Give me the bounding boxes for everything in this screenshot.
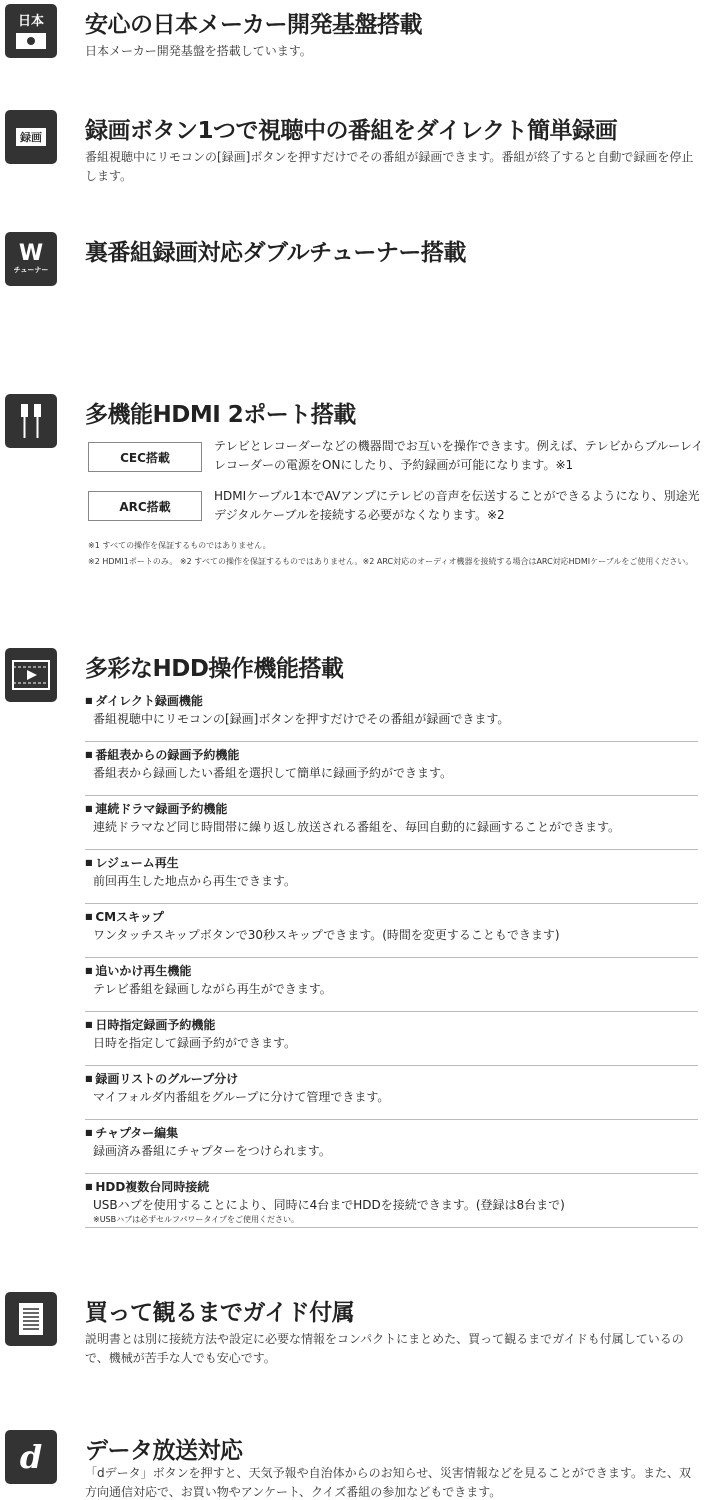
hdd-feature-list bbox=[85, 688, 698, 1228]
feature-description: 番組表から録画したい番組を選択して簡単に録画予約ができます。 bbox=[93, 766, 453, 780]
section-title: 多機能HDMI 2ポート搭載 bbox=[85, 402, 356, 428]
feature-heading: ■ 連続ドラマ録画予約機能 bbox=[85, 800, 698, 818]
feature-list-item bbox=[85, 1012, 698, 1066]
feature-list-item bbox=[85, 1120, 698, 1174]
cec-tag: CEC搭載 bbox=[88, 442, 202, 472]
feature-list-item bbox=[85, 904, 698, 958]
section-title: 裏番組録画対応ダブルチューナー搭載 bbox=[85, 240, 466, 266]
feature-list-item bbox=[85, 958, 698, 1012]
section-title: 買って観るまでガイド付属 bbox=[85, 1300, 355, 1326]
guide-document-icon bbox=[5, 1292, 57, 1346]
record-button-icon: 録画 bbox=[5, 110, 57, 164]
feature-description: 日時を指定して録画予約ができます。 bbox=[93, 1036, 297, 1050]
section-title: 多彩なHDD操作機能搭載 bbox=[85, 656, 344, 682]
feature-description: USBハブを使用することにより、同時に4台までHDDを接続できます。(登録は8台まで) bbox=[93, 1198, 565, 1212]
feature-description: ワンタッチスキップボタンで30秒スキップできます。(時間を変更することもできます) bbox=[93, 928, 560, 942]
feature-heading: ■ CMスキップ bbox=[85, 908, 698, 926]
feature-list-item bbox=[85, 1066, 698, 1120]
footnote: ※2 HDMI1ポートのみ。 ※2 すべての操作を保証するものではありません。※2 ARC対応のオーディオ機器を接続する場合はARC対応HDMIケーブルをご使用ください。 bbox=[88, 557, 694, 566]
data-broadcast-d-icon: d bbox=[5, 1430, 57, 1484]
feature-heading: ■ 番組表からの録画予約機能 bbox=[85, 746, 698, 764]
feature-heading: ■ HDD複数台同時接続 bbox=[85, 1178, 698, 1196]
section-body: 説明書とは別に接続方法や設定に必要な情報をコンパクトにまとめた、買って観るまでガイドも付属しているので、機械が苦手な人でも安心です。 bbox=[85, 1332, 684, 1365]
feature-description: マイフォルダ内番組をグループに分けて管理できます。 bbox=[93, 1090, 390, 1104]
footnote: ※1 すべての操作を保証するものではありません。 bbox=[88, 541, 271, 550]
feature-description: 前回再生した地点から再生できます。 bbox=[93, 874, 297, 888]
section-body: 「dデータ」ボタンを押すと、天気予報や自治体からのお知らせ、災害情報などを見ることができます。また、双方向通信対応で、お買い物やアンケート、クイズ番組の参加などもできます。 bbox=[85, 1466, 691, 1499]
double-tuner-icon: W チューナー bbox=[5, 232, 57, 286]
section-body: 番組視聴中にリモコンの[録画]ボタンを押すだけでその番組が録画できます。番組が終了すると自動で録画を停止します。 bbox=[85, 150, 694, 183]
section-title: データ放送対応 bbox=[85, 1438, 243, 1464]
feature-list-item bbox=[85, 688, 698, 742]
feature-list-item bbox=[85, 1174, 698, 1228]
feature-heading: ■ チャプター編集 bbox=[85, 1124, 698, 1142]
feature-description: テレビ番組を録画しながら再生ができます。 bbox=[93, 982, 332, 996]
feature-list-item bbox=[85, 796, 698, 850]
feature-heading: ■ 日時指定録画予約機能 bbox=[85, 1016, 698, 1034]
feature-list-item bbox=[85, 850, 698, 904]
section-title: 録画ボタン1つで視聴中の番組をダイレクト簡単録画 bbox=[85, 118, 618, 144]
section-title: 安心の日本メーカー開発基盤搭載 bbox=[85, 12, 423, 38]
feature-heading: ■ 追いかけ再生機能 bbox=[85, 962, 698, 980]
feature-heading: ■ 録画リストのグループ分け bbox=[85, 1070, 698, 1088]
feature-description: 番組視聴中にリモコンの[録画]ボタンを押すだけでその番組が録画できます。 bbox=[93, 712, 510, 726]
japan-flag-icon: 日本 bbox=[5, 4, 57, 58]
film-play-icon bbox=[5, 648, 57, 702]
section-body: 日本メーカー開発基盤を搭載しています。 bbox=[85, 44, 312, 58]
arc-description: HDMIケーブル1本でAVアンプにテレビの音声を伝送することができるようになり、別途光デジタルケーブルを接続する必要がなくなります。※2 bbox=[214, 489, 700, 522]
cec-description: テレビとレコーダーなどの機器間でお互いを操作できます。例えば、テレビからブルーレイレコーダーの電源をONにしたり、予約録画が可能になります。※1 bbox=[214, 439, 704, 472]
feature-note: ※USBハブは必ずセルフパワータイプをご使用ください。 bbox=[93, 1215, 300, 1224]
feature-list-item bbox=[85, 742, 698, 796]
arc-tag: ARC搭載 bbox=[88, 491, 202, 521]
hdmi-cable-icon bbox=[5, 394, 57, 448]
feature-description: 録画済み番組にチャプターをつけられます。 bbox=[93, 1144, 331, 1158]
feature-heading: ■ レジューム再生 bbox=[85, 854, 698, 872]
feature-description: 連続ドラマなど同じ時間帯に繰り返し放送される番組を、毎回自動的に録画することができます。 bbox=[93, 820, 621, 834]
feature-heading: ■ ダイレクト録画機能 bbox=[85, 692, 698, 710]
